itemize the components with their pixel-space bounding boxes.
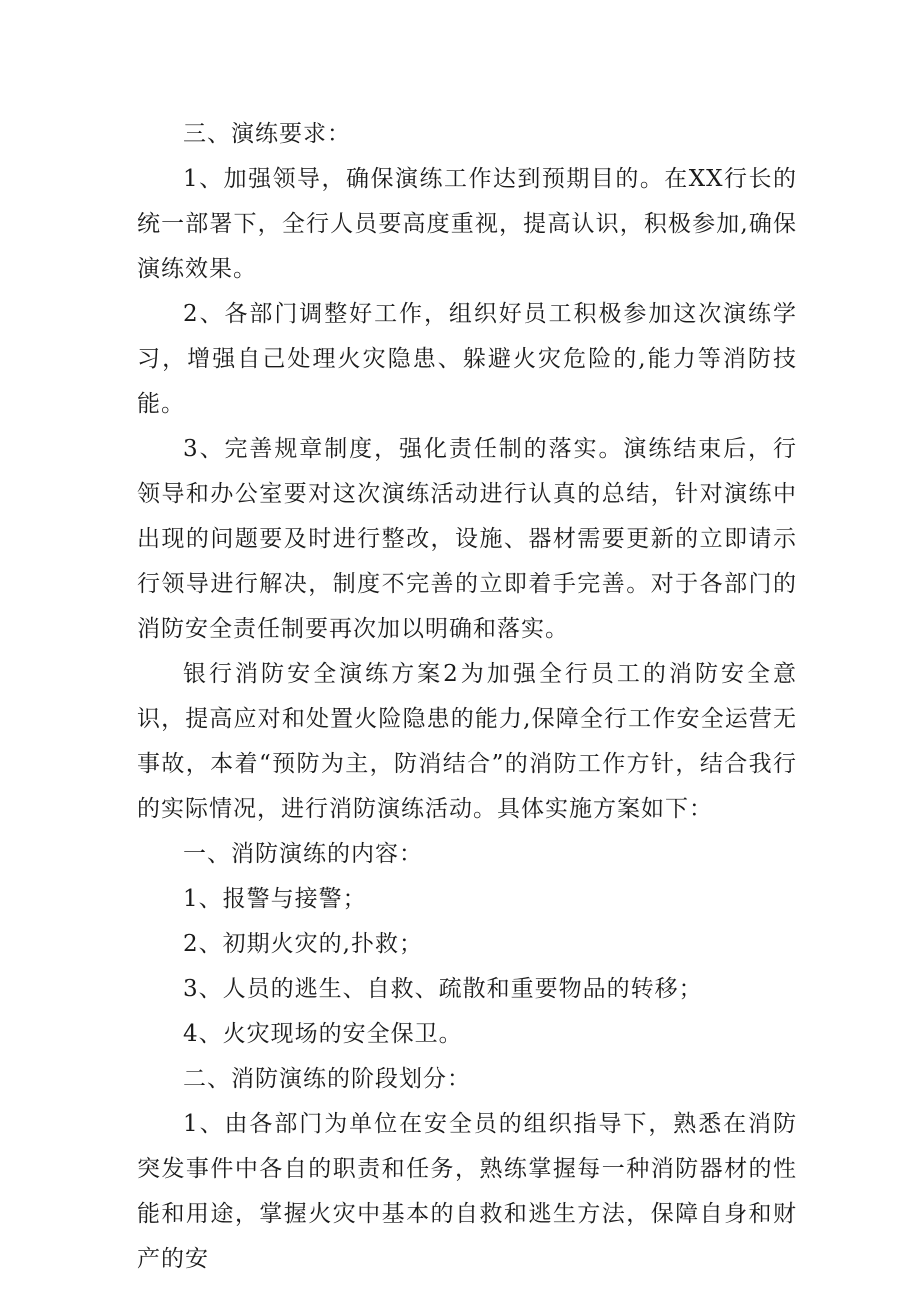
list-item-security: 4、火灾现场的安全保卫。 [183, 1021, 463, 1047]
paragraph-phase-1: 1、由各部门为单位在安全员的组织指导下，熟悉在消防突发事件中各自的职责和任务，熟练掌握每一种消防器材的性能和用途，掌握火灾中基本的自救和逃生方法，保障自身和财产的安 [137, 1111, 797, 1272]
heading-drill-content: 一、消防演练的内容： [183, 841, 423, 867]
heading-drill-requirements: 三、演练要求： [183, 121, 351, 147]
paragraph-strengthen-leadership: 1、加强领导，确保演练工作达到预期目的。在XX行长的统一部署下，全行人员要高度重视，提高认识，积极参加,确保演练效果。 [137, 166, 797, 282]
list-item-initial-fire: 2、初期火灾的,扑救； [183, 931, 423, 957]
paragraph-plan-2-intro: 银行消防安全演练方案2为加强全行员工的消防安全意识，提高应对和处置火险隐患的能力,保障全行工作安全运营无事故，本着“预防为主，防消结合”的消防工作方针，结合我行的实际情况，进行消防演练活动。具体实施方案如下： [137, 661, 797, 822]
list-item-alarm: 1、报警与接警； [183, 886, 367, 912]
heading-drill-phases: 二、消防演练的阶段划分： [183, 1066, 471, 1092]
document-body [137, 112, 797, 1282]
paragraph-adjust-work: 2、各部门调整好工作，组织好员工积极参加这次演练学习，增强自己处理火灾隐患、躲避火灾危险的,能力等消防技能。 [137, 301, 797, 417]
list-item-evacuation: 3、人员的逃生、自救、疏散和重要物品的转移； [183, 976, 703, 1002]
paragraph-improve-rules: 3、完善规章制度，强化责任制的落实。演练结束后，行领导和办公室要对这次演练活动进行认真的总结，针对演练中出现的问题要及时进行整改，设施、器材需要更新的立即请示行领导进行解决，制度不完善的立即着手完善。对于各部门的消防安全责任制要再次加以明确和落实。 [137, 436, 797, 642]
